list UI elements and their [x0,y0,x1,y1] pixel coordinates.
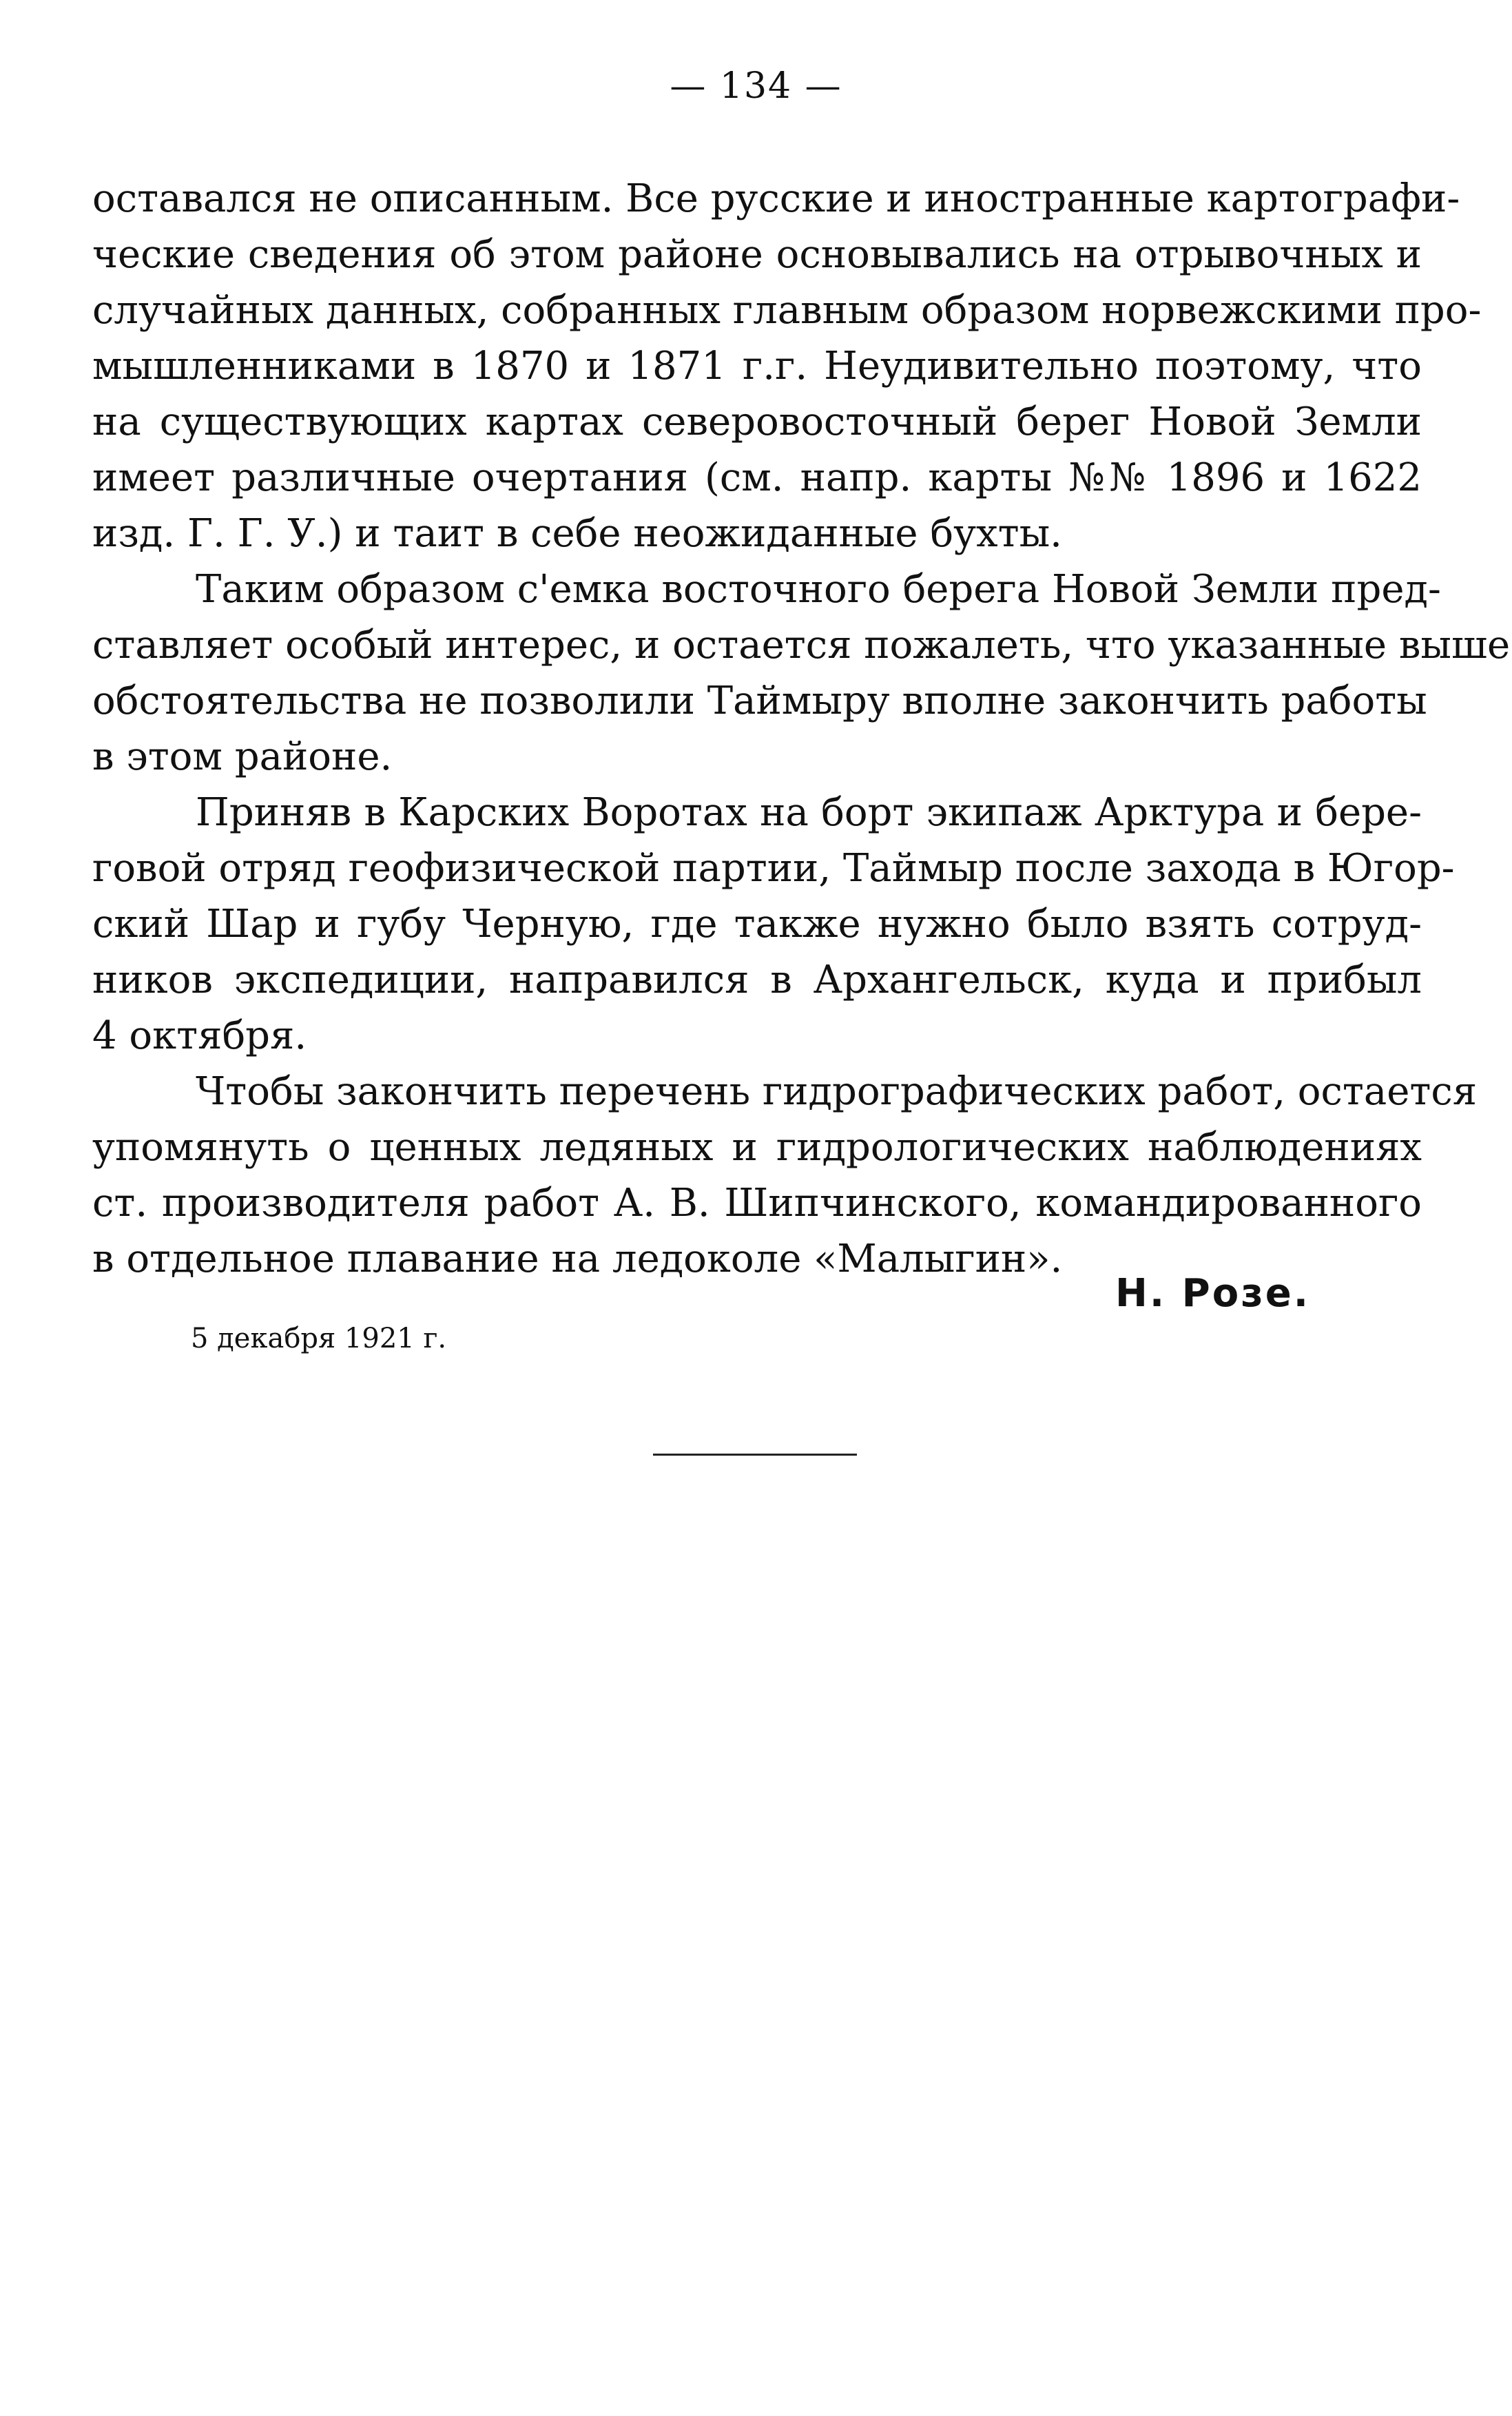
paragraph-1 [92,171,1482,561]
text-line: ников экспедиции, направился в Архангельск, куда и прибыл [92,958,1422,1002]
text-line: говой отряд геофизической партии, Таймыр после захода в Югор- [92,846,1455,891]
paragraph-2 [92,561,1511,785]
author-signature: Н. Розе. [1115,1271,1310,1316]
body-text [92,171,1511,1287]
paragraph-3 [92,785,1455,1064]
paragraph-4 [92,1064,1478,1287]
text-line: Приняв в Карских Воротах на борт экипаж Арктура и бере- [196,790,1422,835]
text-line: в этом районе. [92,734,393,779]
text-line: случайных данных, собранных главным образом норвежскими про- [92,288,1482,333]
text-line: на существующих картах северовосточный берег Новой Земли [92,400,1422,444]
text-line: в отдельное плавание на ледоколе «Малыгин». [92,1237,1063,1281]
closing-rule [653,1454,857,1456]
text-line: ческие сведения об этом районе основывались на отрывочных и [92,232,1422,277]
text-line: ст. производителя работ А. В. Шипчинского, командированного [92,1181,1422,1226]
date-line: 5 декабря 1921 г. [191,1323,447,1354]
text-line: ставляет особый интерес, и остается пожалеть, что указанные выше [92,623,1511,668]
text-line: 4 октября. [92,1013,307,1058]
text-line: Таким образом с'емка восточного берега Новой Земли пред- [196,567,1441,612]
text-line: оставался не описанным. Все русские и иностранные картографи- [92,176,1460,221]
text-line: ский Шар и губу Черную, где также нужно было взять сотруд- [92,902,1422,947]
text-line: обстоятельства не позволили Таймыру вполне закончить работы [92,679,1427,723]
text-line: упомянуть о ценных ледяных и гидрологических наблюдениях [92,1125,1422,1170]
page-number: — 134 — [670,65,842,107]
text-line: мышленниками в 1870 и 1871 г.г. Неудивительно поэтому, что [92,344,1422,389]
text-line: Чтобы закончить перечень гидрографических работ, остается [196,1069,1478,1114]
text-line: изд. Г. Г. У.) и таит в себе неожиданные бухты. [92,511,1062,556]
text-line: имеет различные очертания (см. напр. карты №№ 1896 и 1622 [92,455,1422,500]
